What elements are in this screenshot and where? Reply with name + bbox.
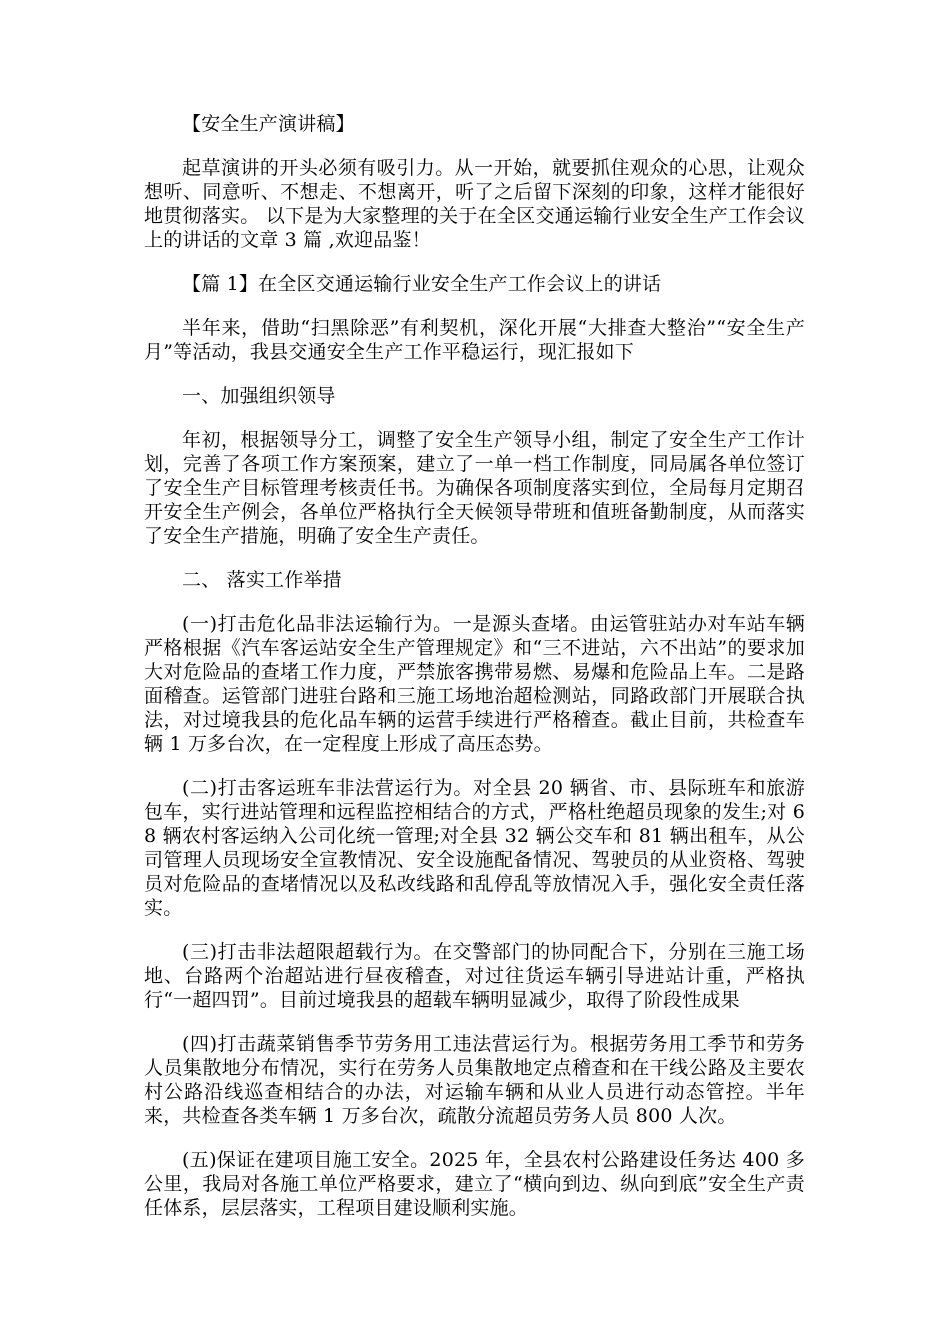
section-heading-2: 二、 落实工作举措 — [182, 569, 342, 591]
measure-paragraph-2: (二)打击客运班车非法营运行为。对全县 20 辆省、市、县际班车和旅游包车，实行进站管理和远程监控相结合的方式，严格杜绝超员现象的发生;对 68 辆农村客运纳入公司化统一管理;对全县 32 辆公交车和 81 辆出租车，从公司管理人员现场安全宣教情况、安全设施配备情况、驾驶员的从业资格、驾驶员对危险品的查堵情况以及私改线路和乱停乱等放情况入手，强化安全责任落实。 — [144, 777, 805, 919]
intro-paragraph: 起草演讲的开头必须有吸引力。从一开始，就要抓住观众的心思，让观众想听、同意听、不想走、不想离开，听了之后留下深刻的印象，这样才能很好地贯彻落实。 以下是为大家整理的关于在全区交通运输行业安全生产工作会议上的讲话的文章 3 篇 ,欢迎品鉴！ — [144, 157, 805, 251]
measure-paragraph-4: (四)打击蔬菜销售季节劳务用工违法营运行为。根据劳务用工季节和劳务人员集散地分布情况，实行在劳务人员集散地定点稽查和在干线公路及主要农村公路沿线巡查相结合的办法，对运输车辆和从业人员进行动态管控。半年来，共检查各类车辆 1 万多台次，疏散分流超员劳务人员 800 人次。 — [144, 1033, 805, 1127]
summary-paragraph: 半年来，借助“扫黑除恶”有利契机，深化开展“大排查大整治”“安全生产月”等活动，我县交通安全生产工作平稳运行，现汇报如下 — [144, 317, 805, 363]
measure-paragraph-1: (一)打击危化品非法运输行为。一是源头查堵。由运管驻站办对车站车辆严格根据《汽车客运站安全生产管理规定》和“三不进站，六不出站”的要求加大对危险品的查堵工作力度，严禁旅客携带易燃、易爆和危险品上车。二是路面稽查。运管部门进驻台路和三施工场地治超检测站，同路政部门开展联合执法，对过境我县的危化品车辆的运营手续进行严格稽查。截止目前，共检查车辆 1 万多台次，在一定程度上形成了高压态势。 — [144, 613, 805, 755]
measure-paragraph-5: (五)保证在建项目施工安全。2025 年，全县农村公路建设任务达 400 多公里，我局对各施工单位严格要求，建立了“横向到边、纵向到底”安全生产责任体系，层层落实，工程项目建设顺利实施。 — [144, 1149, 805, 1219]
section-heading-1: 一、加强组织领导 — [182, 385, 336, 407]
article-title: 【篇 1】在全区交通运输行业安全生产工作会议上的讲话 — [182, 273, 662, 295]
document-page — [144, 112, 805, 1240]
section-1-paragraph: 年初，根据领导分工，调整了安全生产领导小组，制定了安全生产工作计划，完善了各项工作方案预案，建立了一单一档工作制度，同局属各单位签订了安全生产目标管理考核责任书。为确保各项制度落实到位，全局每月定期召开安全生产例会，各单位严格执行全天候领导带班和值班备勤制度，从而落实了安全生产措施，明确了安全生产责任。 — [144, 429, 805, 547]
document-heading: 【安全生产演讲稿】 — [182, 113, 355, 135]
measure-paragraph-3: (三)打击非法超限超载行为。在交警部门的协同配合下，分别在三施工场地、台路两个治超站进行昼夜稽查，对过往货运车辆引导进站计重，严格执行“一超四罚”。目前过境我县的超载车辆明显减少，取得了阶段性成果 — [144, 941, 805, 1011]
